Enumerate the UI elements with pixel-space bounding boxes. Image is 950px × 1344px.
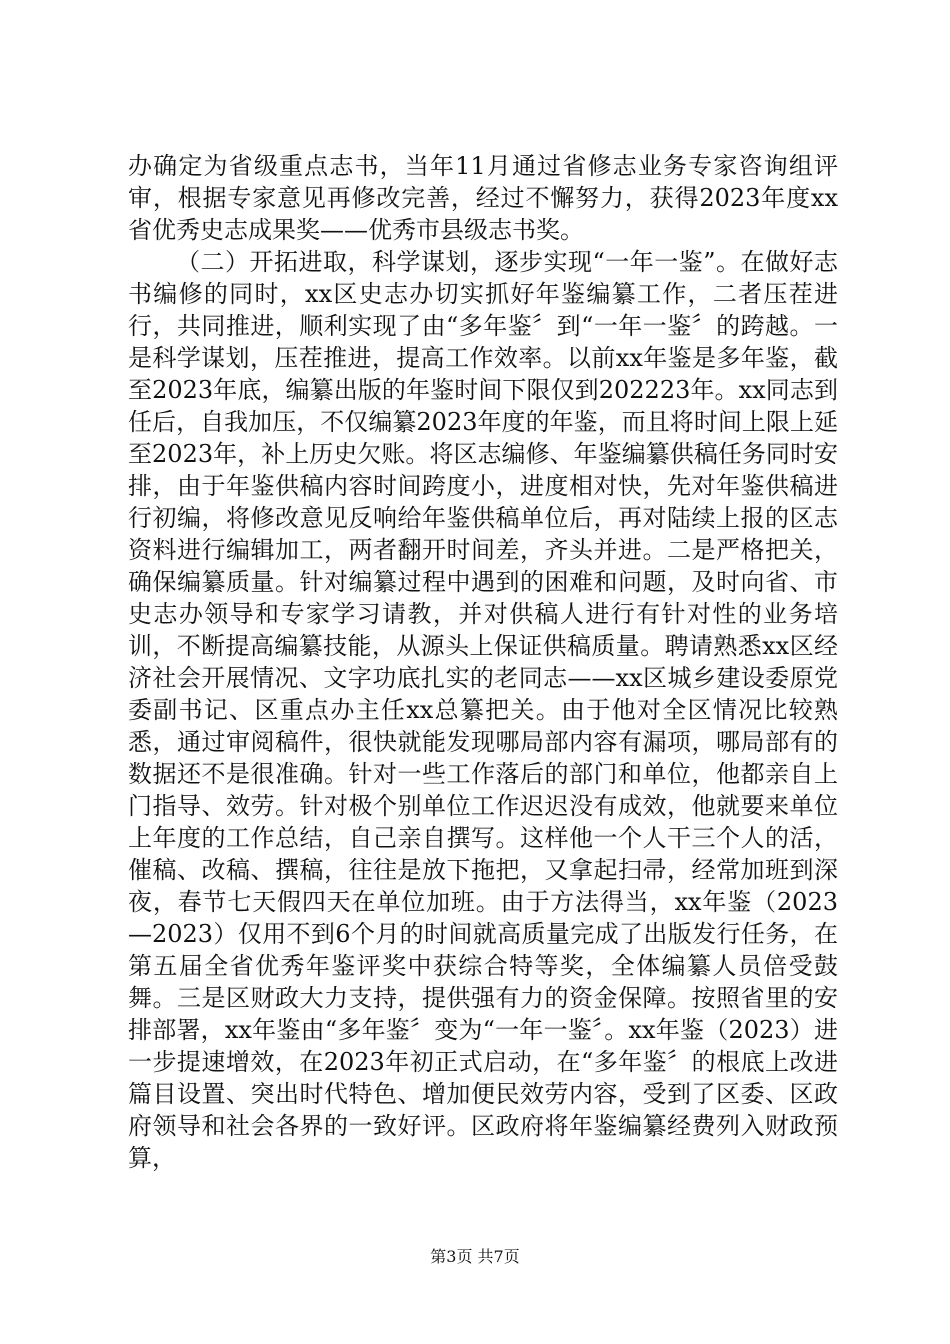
- document-body: [128, 150, 838, 1174]
- paragraph-section-two: （二）开拓进取，科学谋划，逐步实现“一年一鉴”。在做好志书编修的同时，xx区史志办切实抓好年鉴编纂工作，二者压茬进行，共同推进，顺利实现了由“多年鉴〞到“一年一鉴〞的跨越。一是科学谋划，压茬推进，提高工作效率。以前xx年鉴是多年鉴，截至2023年底，编纂出版的年鉴时间下限仅到202223年。xx同志到任后，自我加压，不仅编纂2023年度的年鉴，而且将时间上限上延至2023年，补上历史欠账。将区志编修、年鉴编纂供稿任务同时安排，由于年鉴供稿内容时间跨度小，进度相对快，先对年鉴供稿进行初编，将修改意见反响给年鉴供稿单位后，再对陆续上报的区志资料进行编辑加工，两者翻开时间差，齐头并进。二是严格把关，确保编纂质量。针对编纂过程中遇到的困难和问题，及时向省、市史志办领导和专家学习请教，并对供稿人进行有针对性的业务培训，不断提高编纂技能，从源头上保证供稿质量。聘请熟悉xx区经济社会开展情况、文字功底扎实的老同志——xx区城乡建设委原党委副书记、区重点办主任xx总纂把关。由于他对全区情况比较熟悉，通过审阅稿件，很快就能发现哪局部内容有漏项，哪局部有的数据还不是很准确。针对一些工作落后的部门和单位，他都亲自上门指导、效劳。针对极个别单位工作迟迟没有成效，他就要来单位上年度的工作总结，自己亲自撰写。这样他一个人干三个人的活，催稿、改稿、撰稿，往往是放下拖把，又拿起扫帚，经常加班到深夜，春节七天假四天在单位加班。由于方法得当，xx年鉴（2023—2023）仅用不到6个月的时间就高质量完成了出版发行任务，在第五届全省优秀年鉴评奖中获综合特等奖，全体编纂人员倍受鼓舞。三是区财政大力支持，提供强有力的资金保障。按照省里的安排部署，xx年鉴由“多年鉴〞变为“一年一鉴〞。xx年鉴（2023）进一步提速增效，在2023年初正式启动，在“多年鉴〞的根底上改进篇目设置、突出时代特色、增加便民效劳内容，受到了区委、区政府领导和社会各界的一致好评。区政府将年鉴编纂经费列入财政预算，: [128, 248, 838, 1172]
- paragraph-continuation: 办确定为省级重点志书，当年11月通过省修志业务专家咨询组评审，根据专家意见再修改完善，经过不懈努力，获得2023年度xx省优秀史志成果奖——优秀市县级志书奖。: [128, 152, 838, 244]
- page-number-footer: 第3页 共7页: [430, 1247, 520, 1266]
